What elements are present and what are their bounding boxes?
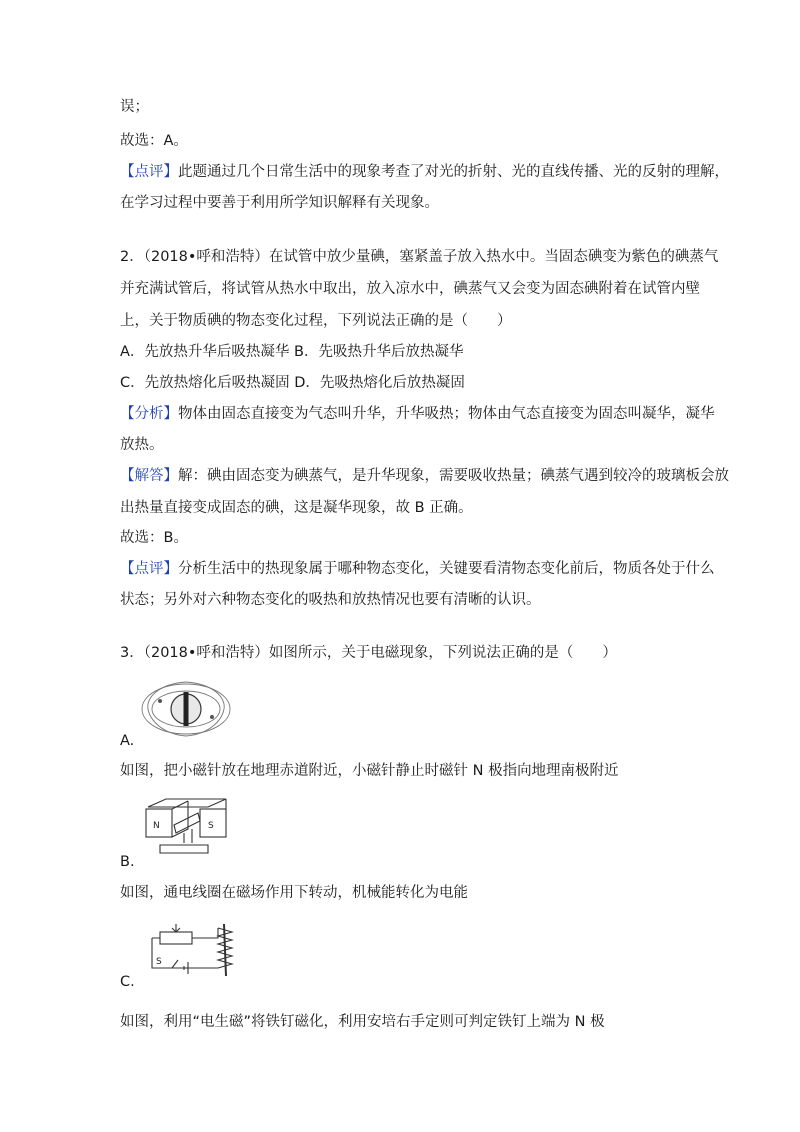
q2-analysis-cont: 放热。 <box>120 437 164 453</box>
figure-c-electromagnet <box>138 920 250 978</box>
fig-b-n-label: N <box>153 821 160 831</box>
fig-c-s-label: S <box>156 957 162 967</box>
q3-option-a-label: A. <box>120 733 135 749</box>
q2-answer-cont: 出热量直接变成固态的碘，这是凝华现象，故 B 正确。 <box>120 500 473 516</box>
q2-comment-cont: 状态；另外对六种物态变化的吸热和放热情况也要有清晰的认识。 <box>120 592 541 608</box>
figure-a-magnetic-field <box>138 678 234 740</box>
q2-comment-text: 分析生活中的热现象属于哪种物态变化，关键要看清物态变化前后，物质各处于什么 <box>178 561 715 577</box>
q2-choice: 故选：B。 <box>120 530 188 546</box>
q3-option-c-text: 如图，利用“电生磁”将铁钉磁化，利用安培右手定则可判定铁钉上端为 N 极 <box>120 1014 605 1030</box>
comment-tag: 【点评】 <box>120 561 178 577</box>
q3-option-b-text: 如图，通电线圈在磁场作用下转动，机械能转化为电能 <box>120 885 468 901</box>
q2-stem-1: 2．（2018•呼和浩特）在试管中放少量碘，塞紧盖子放入热水中。当固态碘变为紫色的碘蒸气 <box>120 249 719 265</box>
q2-analysis <box>120 404 715 424</box>
q2-stem-2: 并充满试管后，将试管从热水中取出，放入凉水中，碘蒸气又会变为固态碘附着在试管内壁 <box>120 281 700 297</box>
q1-line-1: 误； <box>120 99 149 115</box>
q3-option-c-label: C. <box>120 974 135 990</box>
q2-analysis-text: 物体由固态直接变为气态叫升华，升华吸热；物体由气态直接变为固态叫凝华，凝华 <box>178 406 715 422</box>
q1-comment <box>120 162 729 182</box>
comment-tag: 【点评】 <box>120 164 178 180</box>
figure-b-motor <box>138 795 234 857</box>
q2-stem-3: 上，关于物质碘的物态变化过程，下列说法正确的是（ ） <box>120 313 512 329</box>
q3-stem: 3．（2018•呼和浩特）如图所示，关于电磁现象，下列说法正确的是（ ） <box>120 645 617 661</box>
answer-tag: 【解答】 <box>120 468 178 484</box>
fig-b-s-label: S <box>208 821 214 831</box>
q2-answer <box>120 466 729 486</box>
q2-options-cd: C．先放热熔化后吸热凝固 D．先吸热熔化后放热凝固 <box>120 375 465 391</box>
q3-option-a-text: 如图，把小磁针放在地理赤道附近，小磁针静止时磁针 N 极指向地理南极附近 <box>120 763 619 779</box>
q2-options-ab: A．先放热升华后吸热凝华 B．先吸热升华后放热凝华 <box>120 344 464 360</box>
q1-comment-text: 此题通过几个日常生活中的现象考查了对光的折射、光的直线传播、光的反射的理解， <box>178 164 729 180</box>
q1-comment-cont: 在学习过程中要善于利用所学知识解释有关现象。 <box>120 195 439 211</box>
q1-choice: 故选：A。 <box>120 133 188 149</box>
analysis-tag: 【分析】 <box>120 406 178 422</box>
q2-comment <box>120 559 715 579</box>
q2-answer-text: 解：碘由固态变为碘蒸气，是升华现象，需要吸收热量；碘蒸气遇到较冷的玻璃板会放 <box>178 468 729 484</box>
q3-option-b-label: B. <box>120 854 135 870</box>
